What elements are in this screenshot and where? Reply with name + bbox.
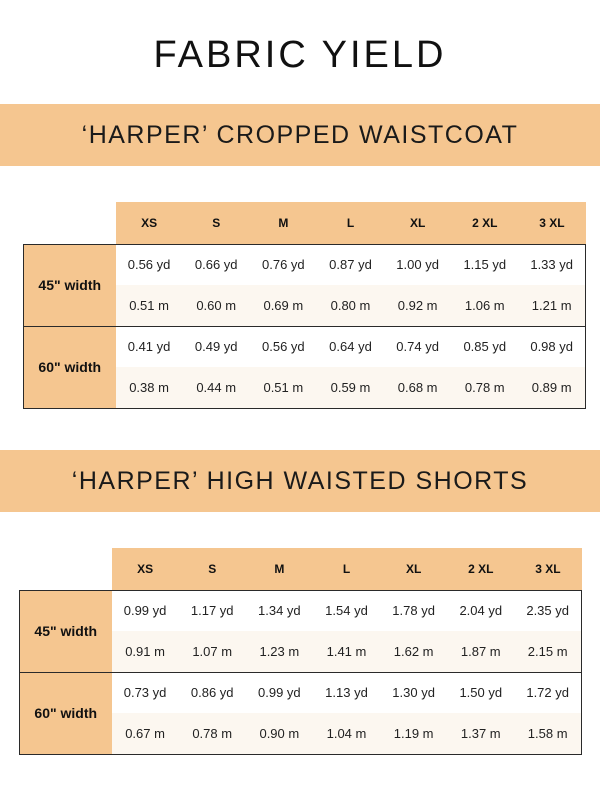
yield-value-m: 1.19 m (380, 713, 447, 754)
yield-value-yd: 1.54 yd (313, 590, 380, 631)
size-header: 3 XL (514, 548, 581, 590)
size-header: M (250, 202, 317, 244)
yield-value-m: 1.04 m (313, 713, 380, 754)
yield-value-m: 2.15 m (514, 631, 581, 672)
size-header-row (20, 548, 582, 590)
yard-row (24, 244, 586, 285)
yield-value-yd: 1.33 yd (518, 244, 585, 285)
yield-value-m: 0.59 m (317, 367, 384, 408)
yield-value-m: 0.92 m (384, 285, 451, 326)
yield-value-m: 0.60 m (183, 285, 250, 326)
yield-value-m: 1.21 m (518, 285, 585, 326)
yield-value-m: 1.58 m (514, 713, 581, 754)
section-heading: ‘HARPER’ CROPPED WAISTCOAT (81, 120, 519, 149)
size-header: M (246, 548, 313, 590)
yield-value-yd: 1.00 yd (384, 244, 451, 285)
yield-value-m: 0.44 m (183, 367, 250, 408)
size-header-row (24, 202, 586, 244)
yield-value-m: 0.51 m (250, 367, 317, 408)
yield-table-waistcoat (23, 202, 586, 409)
yield-value-m: 0.67 m (112, 713, 179, 754)
size-header: S (183, 202, 250, 244)
yield-value-yd: 0.87 yd (317, 244, 384, 285)
yield-value-yd: 0.98 yd (518, 326, 585, 367)
yield-value-yd: 0.66 yd (183, 244, 250, 285)
yield-value-yd: 1.13 yd (313, 672, 380, 713)
yield-value-yd: 0.49 yd (183, 326, 250, 367)
yield-value-m: 0.38 m (116, 367, 183, 408)
yield-value-m: 1.07 m (179, 631, 246, 672)
yield-value-yd: 0.76 yd (250, 244, 317, 285)
size-header: XL (380, 548, 447, 590)
table-corner (24, 202, 116, 244)
size-header: L (313, 548, 380, 590)
yield-value-m: 0.51 m (116, 285, 183, 326)
yield-value-m: 0.68 m (384, 367, 451, 408)
size-header: S (179, 548, 246, 590)
yield-value-yd: 0.74 yd (384, 326, 451, 367)
size-header: L (317, 202, 384, 244)
yield-value-m: 0.78 m (179, 713, 246, 754)
yield-value-yd: 0.86 yd (179, 672, 246, 713)
yield-value-m: 1.62 m (380, 631, 447, 672)
yield-value-yd: 0.41 yd (116, 326, 183, 367)
width-label: 60" width (20, 672, 112, 754)
size-header: 2 XL (451, 202, 518, 244)
yield-value-yd: 1.30 yd (380, 672, 447, 713)
page-title: FABRIC YIELD (153, 34, 447, 76)
yield-value-yd: 2.35 yd (514, 590, 581, 631)
yard-row (20, 590, 582, 631)
section-banner-shorts (0, 450, 600, 512)
size-header: XL (384, 202, 451, 244)
yield-value-m: 0.80 m (317, 285, 384, 326)
yield-value-yd: 0.99 yd (112, 590, 179, 631)
yield-value-m: 1.06 m (451, 285, 518, 326)
yield-table-shorts (19, 548, 582, 755)
size-header: 2 XL (447, 548, 514, 590)
yield-value-m: 0.91 m (112, 631, 179, 672)
yield-value-yd: 0.64 yd (317, 326, 384, 367)
width-label: 45" width (20, 590, 112, 672)
yield-value-yd: 0.56 yd (116, 244, 183, 285)
size-header: 3 XL (518, 202, 585, 244)
yield-value-m: 0.89 m (518, 367, 585, 408)
size-header: XS (112, 548, 179, 590)
width-label: 45" width (24, 244, 116, 326)
yield-value-m: 1.87 m (447, 631, 514, 672)
yield-value-yd: 1.34 yd (246, 590, 313, 631)
yield-value-yd: 0.56 yd (250, 326, 317, 367)
yield-value-yd: 1.15 yd (451, 244, 518, 285)
table-corner (20, 548, 112, 590)
yield-value-yd: 1.72 yd (514, 672, 581, 713)
yield-value-yd: 1.78 yd (380, 590, 447, 631)
yard-row (24, 326, 586, 367)
section-heading: ‘HARPER’ HIGH WAISTED SHORTS (71, 466, 529, 495)
size-header: XS (116, 202, 183, 244)
yield-value-yd: 0.73 yd (112, 672, 179, 713)
section-banner-waistcoat (0, 104, 600, 166)
yield-value-m: 1.23 m (246, 631, 313, 672)
width-label: 60" width (24, 326, 116, 408)
yield-value-yd: 1.50 yd (447, 672, 514, 713)
yield-value-m: 0.90 m (246, 713, 313, 754)
yield-value-yd: 2.04 yd (447, 590, 514, 631)
yield-value-m: 0.69 m (250, 285, 317, 326)
yield-value-yd: 0.99 yd (246, 672, 313, 713)
yard-row (20, 672, 582, 713)
yield-value-yd: 1.17 yd (179, 590, 246, 631)
yield-value-m: 1.41 m (313, 631, 380, 672)
yield-value-m: 0.78 m (451, 367, 518, 408)
yield-value-yd: 0.85 yd (451, 326, 518, 367)
yield-value-m: 1.37 m (447, 713, 514, 754)
